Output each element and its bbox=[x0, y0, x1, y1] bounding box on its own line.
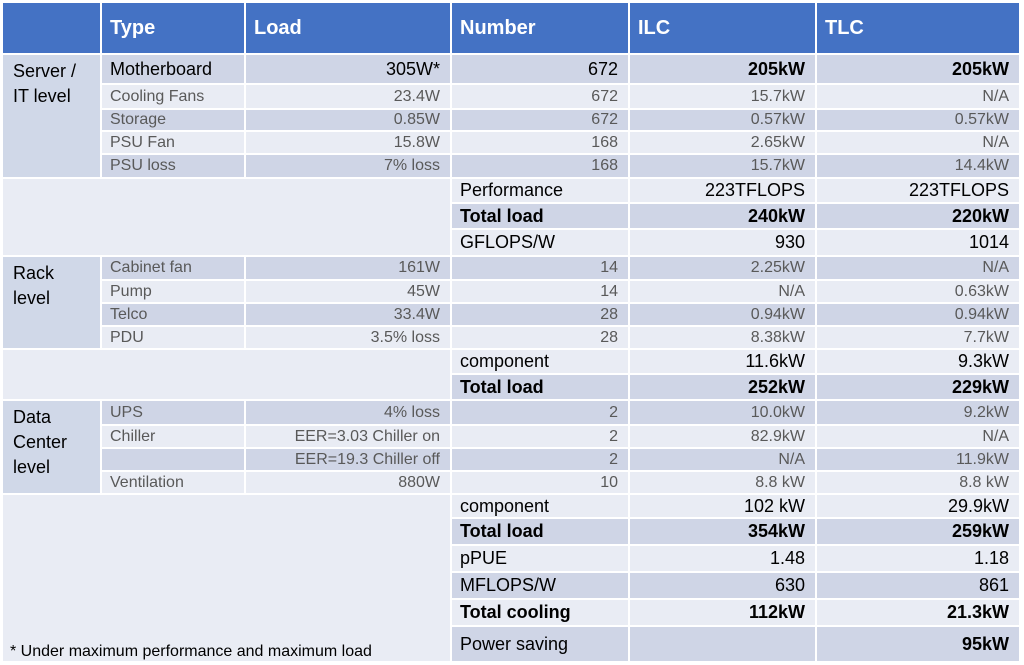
table-cell-ilc: 2.65kW bbox=[630, 132, 815, 153]
table-cell-load: 7% loss bbox=[246, 155, 450, 177]
table-cell-tlc: N/A bbox=[817, 257, 1019, 279]
summary-label: Total load bbox=[452, 204, 628, 228]
table-cell-load: EER=19.3 Chiller off bbox=[246, 449, 450, 470]
table-cell-ilc: 205kW bbox=[630, 55, 815, 83]
summary-label: Total cooling bbox=[452, 600, 628, 625]
group-label-dc: Data Center level bbox=[3, 401, 100, 493]
table-cell-type: PSU loss bbox=[102, 155, 244, 177]
table-cell-ilc: 15.7kW bbox=[630, 155, 815, 177]
header-ilc: ILC bbox=[630, 3, 815, 53]
table-cell-load: 0.85W bbox=[246, 110, 450, 130]
summary-ilc: 252kW bbox=[630, 375, 815, 399]
table-cell-number: 14 bbox=[452, 257, 628, 279]
header-tlc: TLC bbox=[817, 3, 1019, 53]
table-cell-tlc: 0.57kW bbox=[817, 110, 1019, 130]
table-cell-number: 672 bbox=[452, 85, 628, 108]
summary-ilc: 102 kW bbox=[630, 495, 815, 517]
table-cell-tlc: 0.63kW bbox=[817, 281, 1019, 302]
header-number: Number bbox=[452, 3, 628, 53]
summary-tlc: 95kW bbox=[817, 627, 1019, 661]
summary-ilc bbox=[630, 627, 815, 661]
header-load: Load bbox=[246, 3, 450, 53]
summary-ilc: 630 bbox=[630, 573, 815, 598]
table-cell-ilc: 0.57kW bbox=[630, 110, 815, 130]
table-cell-type bbox=[102, 449, 244, 470]
summary-spacer-dc bbox=[3, 495, 450, 661]
table-cell-number: 28 bbox=[452, 327, 628, 348]
summary-spacer-rack bbox=[3, 350, 450, 399]
summary-tlc: 29.9kW bbox=[817, 495, 1019, 517]
summary-tlc: 229kW bbox=[817, 375, 1019, 399]
table-cell-ilc: 0.94kW bbox=[630, 304, 815, 325]
header-blank bbox=[3, 3, 100, 53]
table-cell-load: EER=3.03 Chiller on bbox=[246, 426, 450, 447]
table-cell-load: 305W* bbox=[246, 55, 450, 83]
summary-tlc: 9.3kW bbox=[817, 350, 1019, 373]
table-cell-number: 28 bbox=[452, 304, 628, 325]
table-cell-type: Pump bbox=[102, 281, 244, 302]
table-cell-tlc: 205kW bbox=[817, 55, 1019, 83]
table-cell-load: 23.4W bbox=[246, 85, 450, 108]
table-cell-number: 2 bbox=[452, 426, 628, 447]
table-cell-ilc: 15.7kW bbox=[630, 85, 815, 108]
table-cell-tlc: N/A bbox=[817, 132, 1019, 153]
summary-ilc: 930 bbox=[630, 230, 815, 255]
table-cell-ilc: N/A bbox=[630, 449, 815, 470]
summary-spacer-server bbox=[3, 179, 450, 255]
summary-tlc: 223TFLOPS bbox=[817, 179, 1019, 202]
summary-label: component bbox=[452, 350, 628, 373]
table-cell-tlc: 9.2kW bbox=[817, 401, 1019, 424]
summary-label: Power saving bbox=[452, 627, 628, 661]
table-cell-load: 3.5% loss bbox=[246, 327, 450, 348]
table-cell-number: 10 bbox=[452, 472, 628, 493]
summary-ilc: 11.6kW bbox=[630, 350, 815, 373]
table-cell-ilc: N/A bbox=[630, 281, 815, 302]
summary-ilc: 354kW bbox=[630, 519, 815, 544]
summary-ilc: 223TFLOPS bbox=[630, 179, 815, 202]
table-cell-load: 161W bbox=[246, 257, 450, 279]
summary-tlc: 1014 bbox=[817, 230, 1019, 255]
table-cell-tlc: N/A bbox=[817, 426, 1019, 447]
table-cell-number: 2 bbox=[452, 401, 628, 424]
table-cell-type: UPS bbox=[102, 401, 244, 424]
group-label-server: Server / IT level bbox=[3, 55, 100, 177]
table-cell-type: Chiller bbox=[102, 426, 244, 447]
footnote: * Under maximum performance and maximum load bbox=[10, 643, 372, 660]
table-cell-tlc: 0.94kW bbox=[817, 304, 1019, 325]
summary-tlc: 861 bbox=[817, 573, 1019, 598]
summary-tlc: 1.18 bbox=[817, 546, 1019, 571]
table-cell-load: 15.8W bbox=[246, 132, 450, 153]
summary-tlc: 259kW bbox=[817, 519, 1019, 544]
summary-label: pPUE bbox=[452, 546, 628, 571]
table-cell-ilc: 8.38kW bbox=[630, 327, 815, 348]
summary-label: Total load bbox=[452, 519, 628, 544]
table-cell-tlc: 14.4kW bbox=[817, 155, 1019, 177]
table-cell-number: 14 bbox=[452, 281, 628, 302]
table-cell-type: Storage bbox=[102, 110, 244, 130]
summary-ilc: 1.48 bbox=[630, 546, 815, 571]
table-cell-tlc: 11.9kW bbox=[817, 449, 1019, 470]
group-label-rack: Rack level bbox=[3, 257, 100, 348]
table-cell-tlc: 8.8 kW bbox=[817, 472, 1019, 493]
table-cell-number: 168 bbox=[452, 132, 628, 153]
summary-tlc: 21.3kW bbox=[817, 600, 1019, 625]
summary-ilc: 240kW bbox=[630, 204, 815, 228]
summary-label: Total load bbox=[452, 375, 628, 399]
table-cell-type: Motherboard bbox=[102, 55, 244, 83]
table-cell-type: Ventilation bbox=[102, 472, 244, 493]
summary-label: MFLOPS/W bbox=[452, 573, 628, 598]
header-type: Type bbox=[102, 3, 244, 53]
table-cell-type: PSU Fan bbox=[102, 132, 244, 153]
table-cell-number: 672 bbox=[452, 110, 628, 130]
table-cell-ilc: 2.25kW bbox=[630, 257, 815, 279]
table-cell-load: 880W bbox=[246, 472, 450, 493]
table-cell-type: Cabinet fan bbox=[102, 257, 244, 279]
table-cell-number: 672 bbox=[452, 55, 628, 83]
table-cell-load: 45W bbox=[246, 281, 450, 302]
table-cell-number: 2 bbox=[452, 449, 628, 470]
table-cell-load: 33.4W bbox=[246, 304, 450, 325]
table-cell-type: PDU bbox=[102, 327, 244, 348]
table-cell-number: 168 bbox=[452, 155, 628, 177]
table-cell-tlc: 7.7kW bbox=[817, 327, 1019, 348]
table-cell-load: 4% loss bbox=[246, 401, 450, 424]
table-cell-tlc: N/A bbox=[817, 85, 1019, 108]
summary-label: Performance bbox=[452, 179, 628, 202]
summary-tlc: 220kW bbox=[817, 204, 1019, 228]
summary-label: GFLOPS/W bbox=[452, 230, 628, 255]
table-cell-ilc: 10.0kW bbox=[630, 401, 815, 424]
table-cell-ilc: 8.8 kW bbox=[630, 472, 815, 493]
summary-label: component bbox=[452, 495, 628, 517]
table-cell-type: Telco bbox=[102, 304, 244, 325]
table-cell-ilc: 82.9kW bbox=[630, 426, 815, 447]
table-cell-type: Cooling Fans bbox=[102, 85, 244, 108]
summary-ilc: 112kW bbox=[630, 600, 815, 625]
